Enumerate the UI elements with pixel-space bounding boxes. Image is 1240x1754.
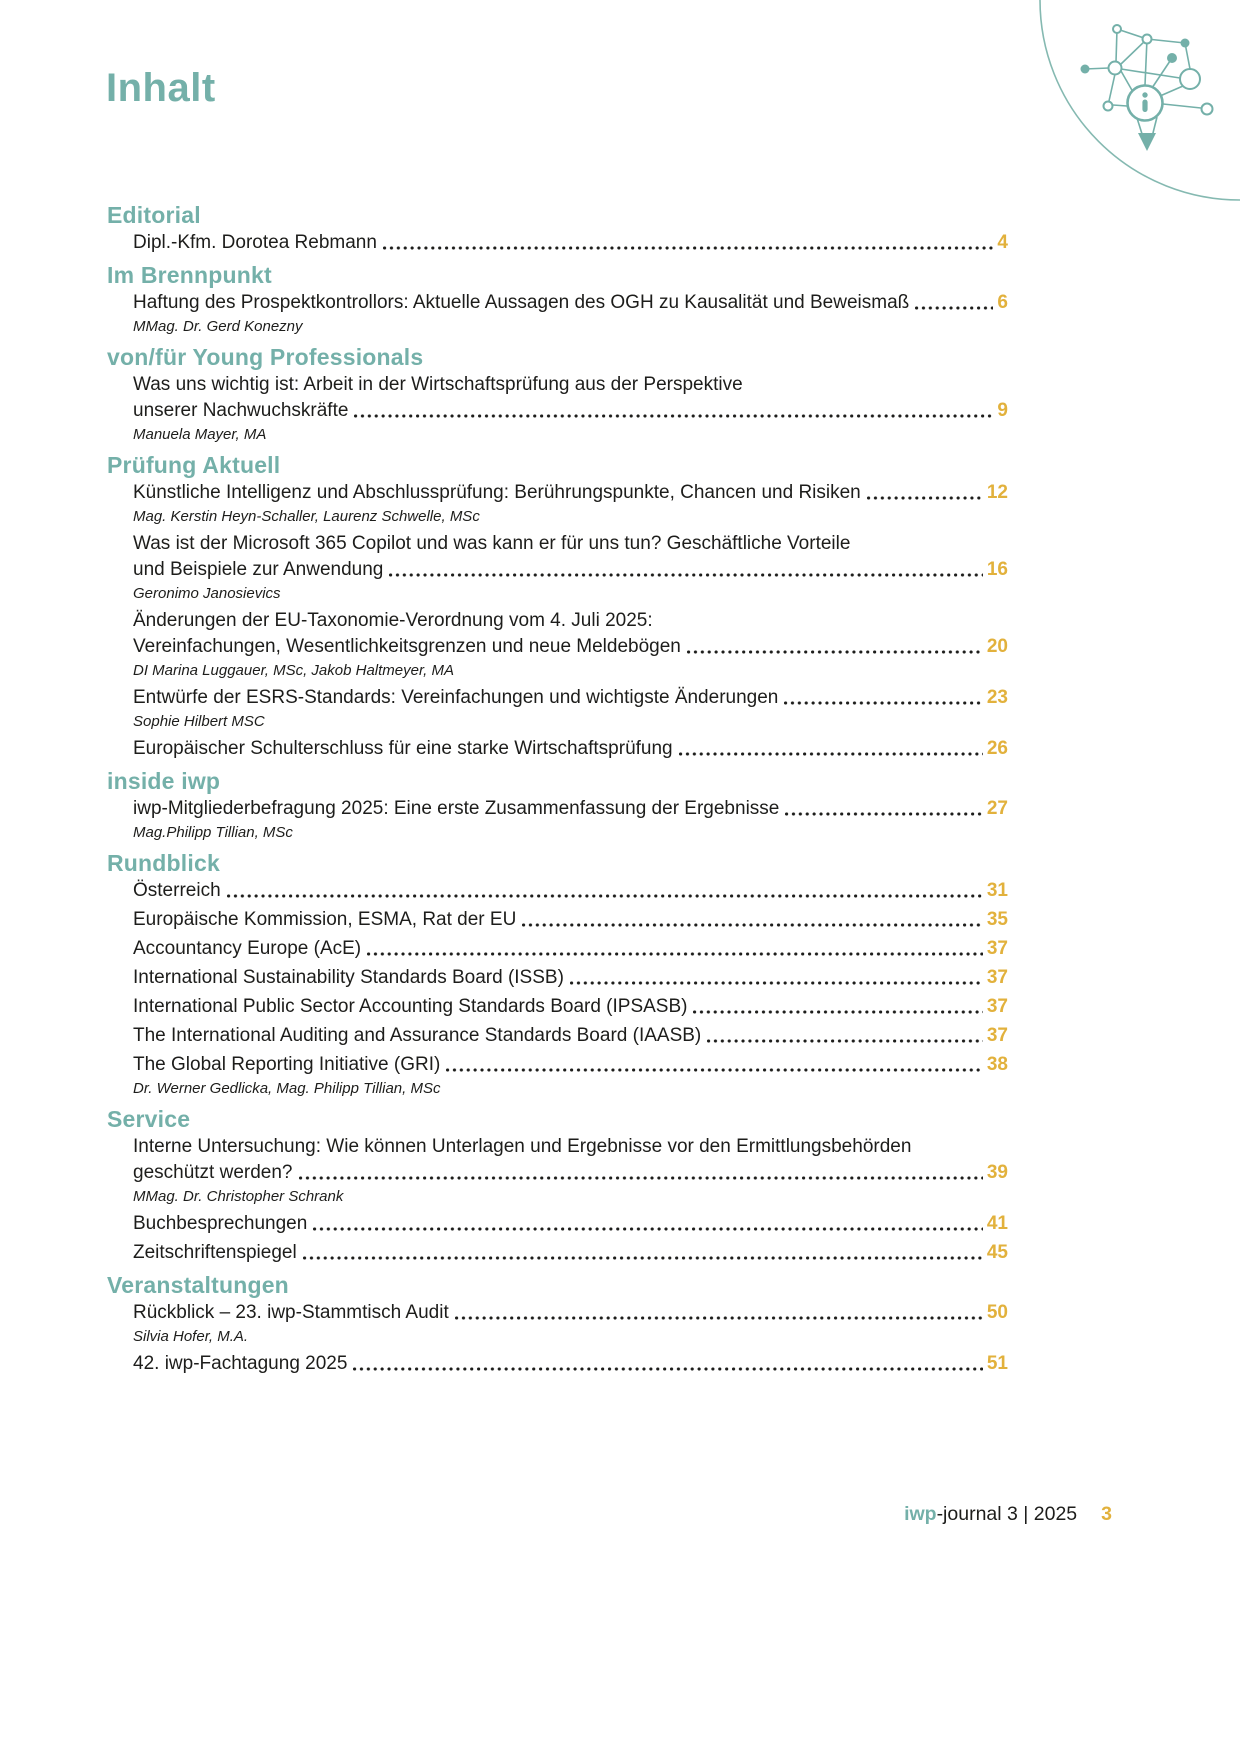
- entry-title-text: Änderungen der EU-Taxonomie-Verordnung vom 4. Juli 2025:: [133, 610, 653, 631]
- dotted-leader: [707, 1038, 983, 1044]
- entry-title-text: Entwürfe der ESRS-Standards: Vereinfachungen und wichtigste Änderungen: [133, 687, 779, 708]
- entry-title-text: unserer Nachwuchskräfte: [133, 400, 349, 421]
- toc-entry: [133, 796, 1008, 844]
- entry-title-text: Europäische Kommission, ESMA, Rat der EU: [133, 909, 517, 930]
- toc-section: [107, 768, 1008, 844]
- entry-title-text: geschützt werden?: [133, 1162, 293, 1183]
- toc-section: [107, 262, 1008, 338]
- entry-line: [133, 230, 1008, 256]
- entry-title-text: Rückblick – 23. iwp-Stammtisch Audit: [133, 1302, 449, 1323]
- dotted-leader: [446, 1067, 983, 1073]
- dotted-leader: [522, 922, 983, 928]
- entry-line: [133, 1211, 1008, 1237]
- entry-lines: [133, 796, 1008, 822]
- entry-title-text: Accountancy Europe (AcE): [133, 938, 362, 959]
- entry-title-text: Interne Untersuchung: Wie können Unterlagen und Ergebnisse vor den Ermittlungsbehörden: [133, 1136, 912, 1157]
- entry-page-number: 20: [986, 636, 1008, 657]
- toc-section: [107, 1106, 1008, 1266]
- toc-entry: [133, 685, 1008, 733]
- toc-section: [107, 202, 1008, 256]
- entry-author: Mag.Philipp Tillian, MSc: [133, 824, 293, 841]
- entry-page-number: 37: [986, 996, 1008, 1017]
- dotted-leader: [389, 572, 983, 578]
- entry-lines: [133, 907, 1008, 933]
- toc-entry: [133, 1351, 1008, 1377]
- entry-lines: [133, 1052, 1008, 1078]
- entry-page-number: 37: [986, 1025, 1008, 1046]
- page-title: Inhalt: [106, 66, 216, 110]
- footer-page-number: 3: [1101, 1503, 1112, 1525]
- dotted-leader: [455, 1315, 983, 1321]
- dotted-leader: [367, 951, 983, 957]
- entry-lines: [133, 290, 1008, 316]
- entry-title-text: und Beispiele zur Anwendung: [133, 559, 384, 580]
- section-entries: [107, 1134, 1008, 1266]
- entry-line: [133, 480, 1008, 506]
- toc-section: [107, 1272, 1008, 1377]
- entry-lines: [133, 1211, 1008, 1237]
- entry-line: [133, 1023, 1008, 1049]
- entry-line: [133, 531, 1008, 557]
- toc-entry: [133, 230, 1008, 256]
- entry-title-text: iwp-Mitgliederbefragung 2025: Eine erste Zusammenfassung der Ergebnisse: [133, 798, 780, 819]
- entry-page-number: 37: [986, 938, 1008, 959]
- entry-author: Dr. Werner Gedlicka, Mag. Philipp Tillian, MSc: [133, 1080, 441, 1097]
- entry-lines: [133, 685, 1008, 711]
- entry-page-number: 16: [986, 559, 1008, 580]
- entry-author: DI Marina Luggauer, MSc, Jakob Haltmeyer, MA: [133, 662, 454, 679]
- section-entries: [107, 1300, 1008, 1377]
- entry-lines: [133, 480, 1008, 506]
- entry-title-text: Was ist der Microsoft 365 Copilot und was kann er für uns tun? Geschäftliche Vorteile: [133, 533, 851, 554]
- dotted-leader: [693, 1009, 982, 1015]
- dotted-leader: [867, 495, 983, 501]
- entry-line: [133, 290, 1008, 316]
- entry-lines: [133, 531, 1008, 583]
- entry-title-text: 42. iwp-Fachtagung 2025: [133, 1353, 348, 1374]
- dotted-leader: [313, 1226, 983, 1232]
- entry-title-text: Europäischer Schulterschluss für eine starke Wirtschaftsprüfung: [133, 738, 673, 759]
- entry-line: [133, 1160, 1008, 1186]
- entry-lines: [133, 1134, 1008, 1186]
- toc-entry: [133, 608, 1008, 682]
- toc-entry: [133, 372, 1008, 446]
- dotted-leader: [353, 1366, 982, 1372]
- entry-lines: [133, 878, 1008, 904]
- toc-section: [107, 344, 1008, 446]
- entry-page-number: 9: [997, 400, 1008, 421]
- entry-author: Geronimo Janosievics: [133, 585, 281, 602]
- toc-entry: [133, 965, 1008, 991]
- entry-page-number: 26: [986, 738, 1008, 759]
- toc-entry: [133, 1023, 1008, 1049]
- dotted-leader: [299, 1175, 983, 1181]
- section-heading: Veranstaltungen: [107, 1272, 289, 1298]
- section-heading: Rundblick: [107, 850, 220, 876]
- entry-line: [133, 736, 1008, 762]
- entry-page-number: 6: [997, 292, 1008, 313]
- dotted-leader: [383, 245, 993, 251]
- entry-line: [133, 796, 1008, 822]
- entry-line: [133, 1134, 1008, 1160]
- entry-line: [133, 557, 1008, 583]
- dotted-leader: [570, 980, 983, 986]
- entry-line: [133, 634, 1008, 660]
- section-heading: Editorial: [107, 202, 201, 228]
- toc-entry: [133, 1134, 1008, 1208]
- entry-line: [133, 608, 1008, 634]
- entry-lines: [133, 1351, 1008, 1377]
- journal-issue: -journal 3 | 2025: [936, 1503, 1078, 1525]
- entry-title-text: International Public Sector Accounting Standards Board (IPSASB): [133, 996, 688, 1017]
- entry-title-text: Buchbesprechungen: [133, 1213, 308, 1234]
- toc-entry: [133, 1211, 1008, 1237]
- entry-title-text: Haftung des Prospektkontrollors: Aktuelle Aussagen des OGH zu Kausalität und Beweismaß: [133, 292, 910, 313]
- toc-entry: [133, 1300, 1008, 1348]
- entry-author: Silvia Hofer, M.A.: [133, 1328, 249, 1345]
- section-entries: [107, 290, 1008, 338]
- entry-title-text: Österreich: [133, 880, 221, 901]
- section-heading: Service: [107, 1106, 191, 1132]
- entry-line: [133, 994, 1008, 1020]
- toc: [107, 196, 1008, 1380]
- dotted-leader: [679, 751, 983, 757]
- entry-author: Mag. Kerstin Heyn-Schaller, Laurenz Schwelle, MSc: [133, 508, 480, 525]
- dotted-leader: [303, 1255, 983, 1261]
- entry-lines: [133, 230, 1008, 256]
- entry-page-number: 38: [986, 1054, 1008, 1075]
- entry-page-number: 45: [986, 1242, 1008, 1263]
- entry-lines: [133, 936, 1008, 962]
- entry-page-number: 31: [986, 880, 1008, 901]
- entry-lines: [133, 1300, 1008, 1326]
- entry-page-number: 50: [986, 1302, 1008, 1323]
- journal-brand: iwp: [904, 1503, 937, 1525]
- entry-line: [133, 936, 1008, 962]
- toc-entry: [133, 736, 1008, 762]
- toc-entry: [133, 936, 1008, 962]
- entry-page-number: 23: [986, 687, 1008, 708]
- entry-title-text: The International Auditing and Assurance Standards Board (IAASB): [133, 1025, 702, 1046]
- entry-line: [133, 965, 1008, 991]
- section-heading: Prüfung Aktuell: [107, 452, 281, 478]
- entry-title-text: Zeitschriftenspiegel: [133, 1242, 297, 1263]
- entry-line: [133, 907, 1008, 933]
- entry-title-text: Dipl.-Kfm. Dorotea Rebmann: [133, 232, 377, 253]
- entry-line: [133, 685, 1008, 711]
- entry-title-text: International Sustainability Standards Board (ISSB): [133, 967, 564, 988]
- dotted-leader: [785, 811, 983, 817]
- entry-page-number: 41: [986, 1213, 1008, 1234]
- entry-line: [133, 372, 1008, 398]
- entry-title-text: The Global Reporting Initiative (GRI): [133, 1054, 441, 1075]
- dotted-leader: [354, 413, 993, 419]
- entry-author: MMag. Dr. Gerd Konezny: [133, 318, 303, 335]
- entry-page-number: 37: [986, 967, 1008, 988]
- dotted-leader: [227, 893, 983, 899]
- entry-page-number: 35: [986, 909, 1008, 930]
- entry-line: [133, 1300, 1008, 1326]
- toc-entry: [133, 907, 1008, 933]
- toc-entry: [133, 531, 1008, 605]
- entry-line: [133, 1240, 1008, 1266]
- entry-page-number: 51: [986, 1353, 1008, 1374]
- toc-entry: [133, 1052, 1008, 1100]
- entry-author: Manuela Mayer, MA: [133, 426, 267, 443]
- entry-title-text: Was uns wichtig ist: Arbeit in der Wirtschaftsprüfung aus der Perspektive: [133, 374, 743, 395]
- toc-section: [107, 850, 1008, 1100]
- entry-line: [133, 398, 1008, 424]
- toc-section: [107, 452, 1008, 762]
- entry-title-text: Künstliche Intelligenz und Abschlussprüfung: Berührungspunkte, Chancen und Risiken: [133, 482, 861, 503]
- toc-entry: [133, 1240, 1008, 1266]
- entry-lines: [133, 736, 1008, 762]
- entry-lines: [133, 1023, 1008, 1049]
- section-entries: [107, 796, 1008, 844]
- section-entries: [107, 480, 1008, 762]
- entry-author: MMag. Dr. Christopher Schrank: [133, 1188, 344, 1205]
- entry-line: [133, 1351, 1008, 1377]
- toc-entry: [133, 480, 1008, 528]
- entry-page-number: 12: [986, 482, 1008, 503]
- entry-lines: [133, 994, 1008, 1020]
- toc-entry: [133, 878, 1008, 904]
- entry-line: [133, 878, 1008, 904]
- section-entries: [107, 878, 1008, 1100]
- entry-lines: [133, 965, 1008, 991]
- entry-author: Sophie Hilbert MSC: [133, 713, 265, 730]
- section-heading: von/für Young Professionals: [107, 344, 424, 370]
- toc-entry: [133, 290, 1008, 338]
- entry-page-number: 27: [986, 798, 1008, 819]
- section-entries: [107, 230, 1008, 256]
- section-heading: Im Brennpunkt: [107, 262, 272, 288]
- entry-page-number: 4: [997, 232, 1008, 253]
- entry-lines: [133, 1240, 1008, 1266]
- entry-line: [133, 1052, 1008, 1078]
- toc-entry: [133, 994, 1008, 1020]
- section-entries: [107, 372, 1008, 446]
- entry-lines: [133, 372, 1008, 424]
- dotted-leader: [784, 700, 983, 706]
- dotted-leader: [915, 305, 993, 311]
- section-heading: inside iwp: [107, 768, 221, 794]
- page-footer: [904, 1502, 1112, 1526]
- entry-page-number: 39: [986, 1162, 1008, 1183]
- entry-lines: [133, 608, 1008, 660]
- dotted-leader: [687, 649, 983, 655]
- entry-title-text: Vereinfachungen, Wesentlichkeitsgrenzen und neue Meldebögen: [133, 636, 681, 657]
